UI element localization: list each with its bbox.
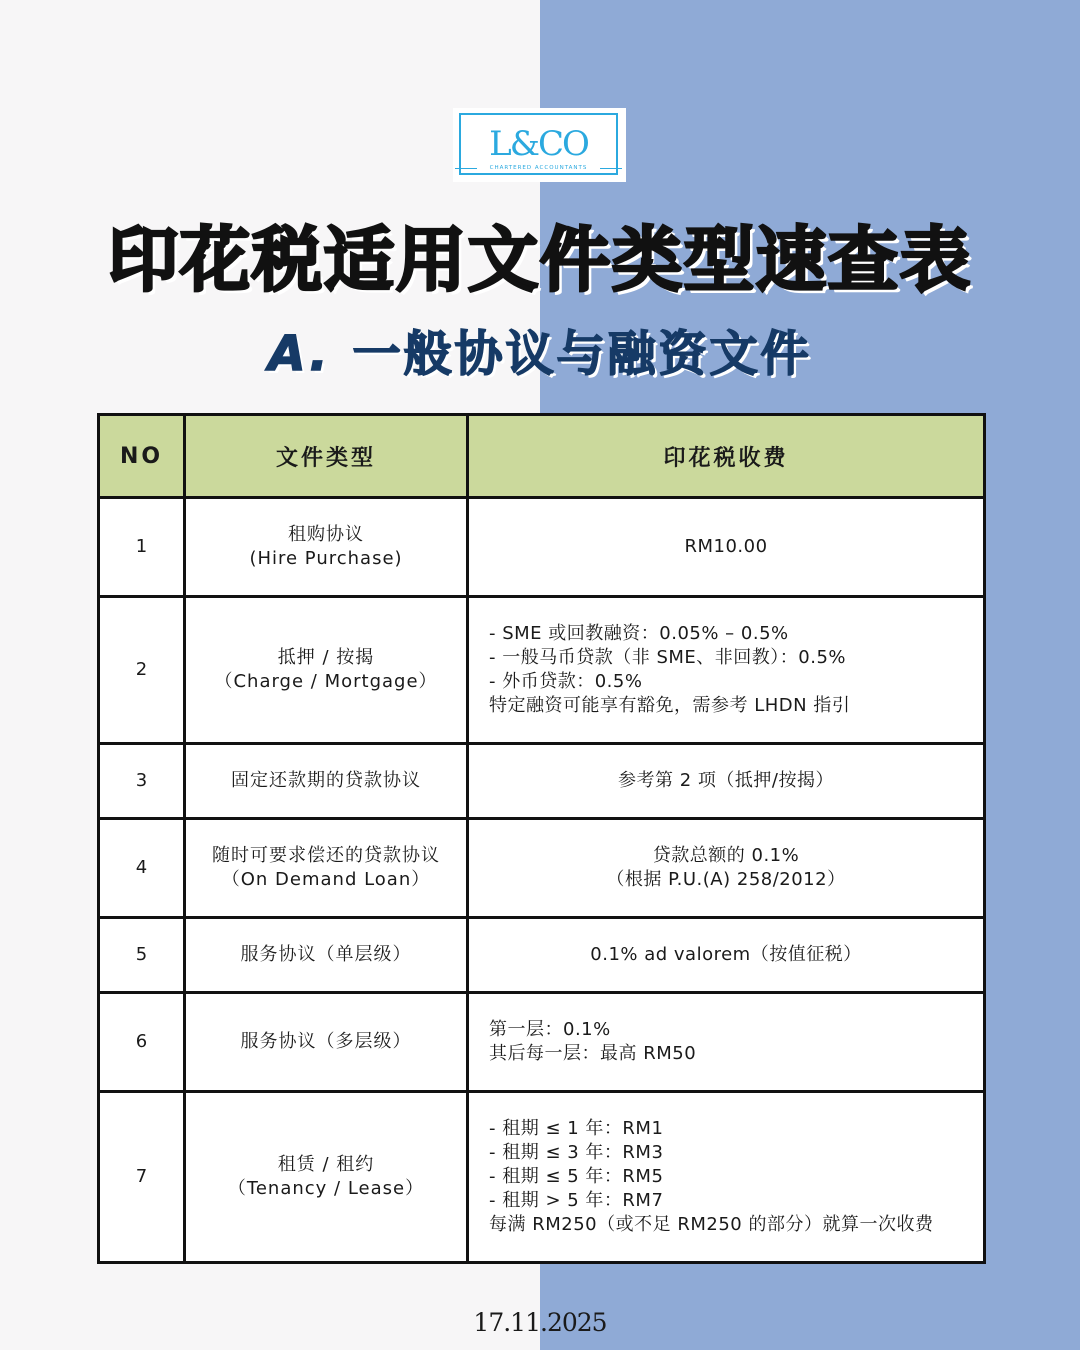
logo-tagline: CHARTERED ACCOUNTANTS [475,164,602,172]
section-subtitle [0,322,1080,386]
row-number: 4 [99,819,185,918]
fee-line: - 租期 ≤ 5 年：RM5 [489,1166,664,1187]
fee-line: 其后每一层：最高 RM50 [489,1043,697,1064]
document-type-cell [185,993,468,1092]
document-type-line: (Hire Purchase) [249,548,403,569]
document-type-cell [185,918,468,993]
table-row [99,597,985,744]
document-type-line: 固定还款期的贷款协议 [231,770,421,791]
document-type-line: 租赁 / 租约 [277,1154,375,1175]
fee-cell [468,819,985,918]
header-stamp-duty-fee: 印花税收费 [468,415,985,498]
table-row [99,819,985,918]
fee-line: 特定融资可能享有豁免，需参考 LHDN 指引 [489,695,851,716]
table-row [99,744,985,819]
fee-cell [468,498,985,597]
stamp-duty-table [97,413,986,1264]
row-number: 5 [99,918,185,993]
table-row [99,1092,985,1263]
document-type-cell [185,744,468,819]
fee-line: - 外币贷款：0.5% [489,671,643,692]
fee-line: - 租期 > 5 年：RM7 [489,1190,664,1211]
document-type-cell [185,1092,468,1263]
fee-line: - 一般马币贷款（非 SME、非回教）：0.5% [489,647,846,668]
fee-line: - 租期 ≤ 3 年：RM3 [489,1142,664,1163]
header-document-type: 文件类型 [185,415,468,498]
row-number: 6 [99,993,185,1092]
document-type-line: 租购协议 [288,524,364,545]
section-title: 一般协议与融资文件 [352,326,812,382]
row-number: 2 [99,597,185,744]
document-type-cell [185,597,468,744]
document-type-cell [185,498,468,597]
fee-line: 0.1% ad valorem（按值征税） [590,944,862,965]
document-type-line: 服务协议（多层级） [240,1031,412,1052]
fee-cell [468,918,985,993]
table-row [99,498,985,597]
fee-line: 第一层：0.1% [489,1019,611,1040]
fee-line: （根据 P.U.(A) 258/2012） [606,869,846,890]
document-type-line: （On Demand Loan） [221,869,431,890]
company-logo [453,108,626,182]
document-type-line: 抵押 / 按揭 [277,647,375,668]
fee-cell [468,1092,985,1263]
page-title: 印花税适用文件类型速查表 [108,219,972,301]
logo-mark: L&CO [489,124,588,164]
fee-line: - 租期 ≤ 1 年：RM1 [489,1118,664,1139]
document-type-line: 服务协议（单层级） [240,944,412,965]
fee-line: 参考第 2 项（抵押/按揭） [618,770,834,791]
row-number: 3 [99,744,185,819]
fee-cell [468,993,985,1092]
document-type-line: （Tenancy / Lease） [227,1178,425,1199]
row-number: 1 [99,498,185,597]
document-type-cell [185,819,468,918]
fee-line: 贷款总额的 0.1% [652,845,800,866]
section-letter: A. [268,326,331,382]
fee-line: RM10.00 [684,536,768,557]
document-type-line: （Charge / Mortgage） [214,671,438,692]
document-type-line: 随时可要求偿还的贷款协议 [212,845,440,866]
fee-line: - SME 或回教融资：0.05% – 0.5% [489,623,789,644]
publish-date: 17.11.2025 [473,1308,607,1337]
logo-frame [459,113,618,175]
fee-line: 每满 RM250（或不足 RM250 的部分）就算一次收费 [489,1214,934,1235]
table-header-row [99,415,985,498]
fee-cell [468,744,985,819]
fee-cell [468,597,985,744]
table-row [99,993,985,1092]
table-row [99,918,985,993]
header-no: NO [99,415,185,498]
row-number: 7 [99,1092,185,1263]
